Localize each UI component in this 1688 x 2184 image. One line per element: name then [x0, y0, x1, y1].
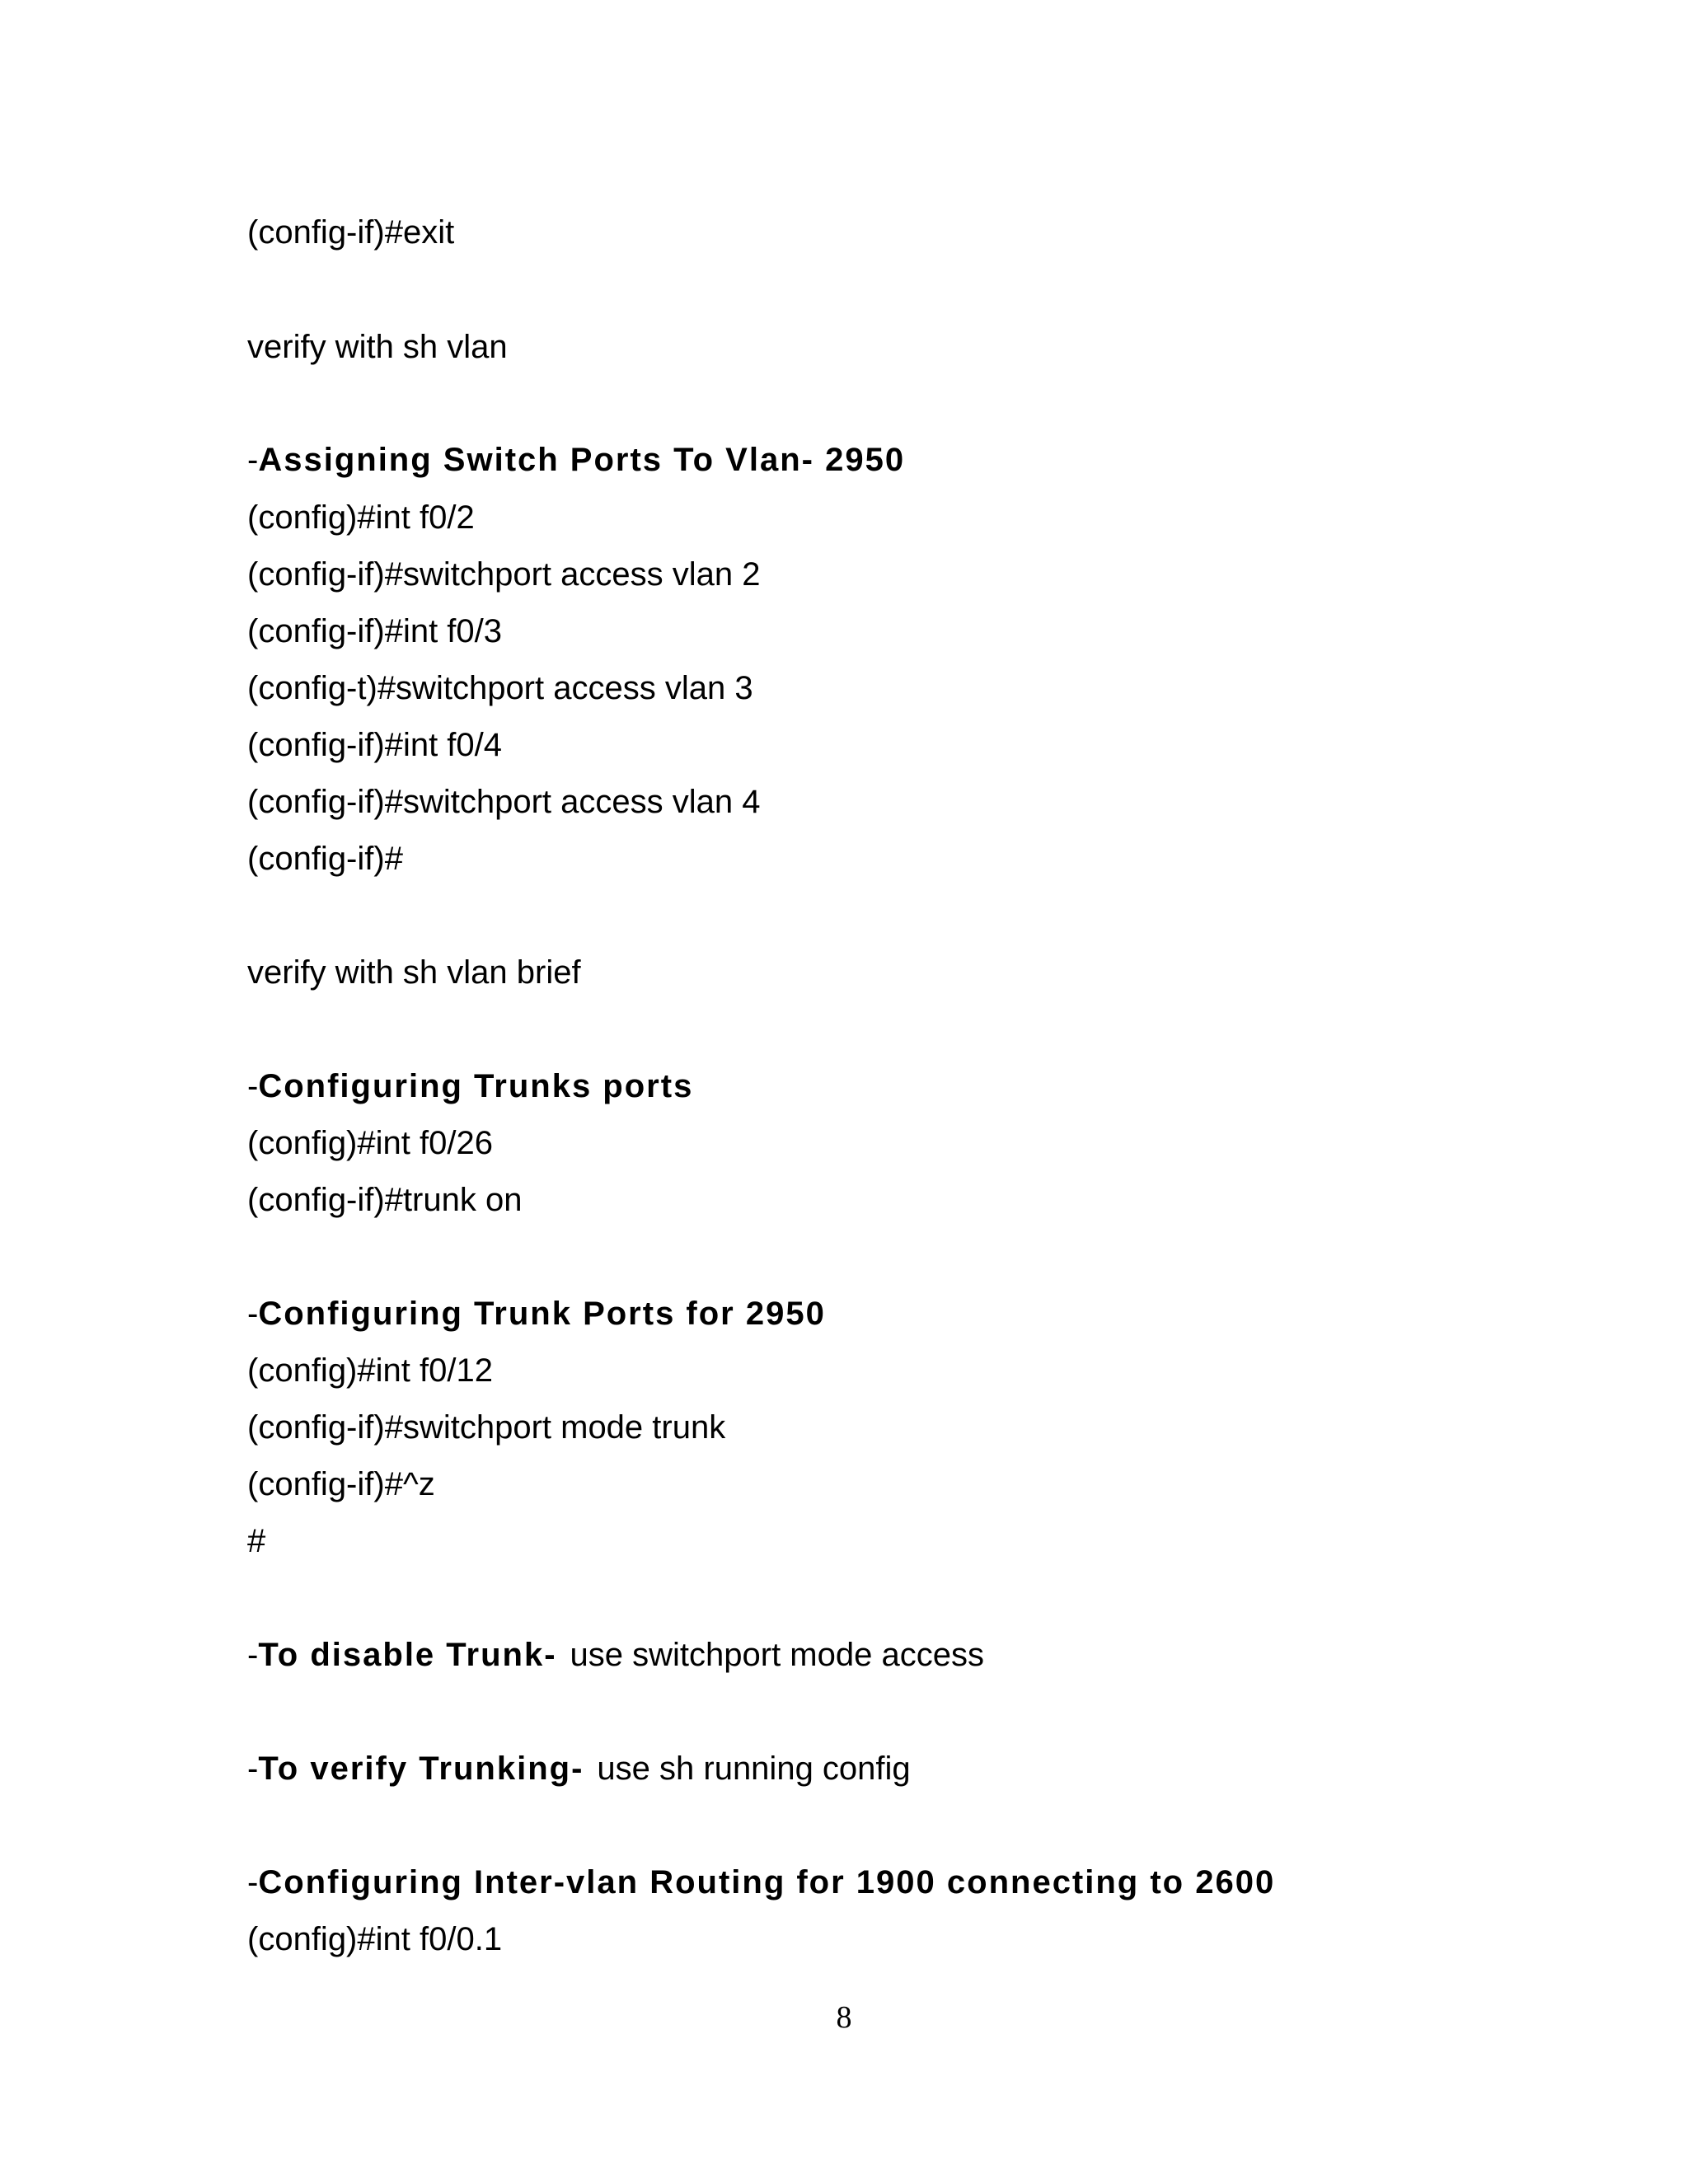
section-heading-trunks-ports [247, 1065, 693, 1108]
command-line: (config-if)#switchport access vlan 2 [247, 556, 761, 593]
command-line: (config-t)#switchport access vlan 3 [247, 670, 753, 706]
heading-text: Configuring Trunk Ports for 2950 [258, 1296, 826, 1332]
page-body [247, 0, 1648, 2184]
heading-text: Assigning Switch Ports To Vlan- 2950 [258, 442, 906, 478]
command-line: (config-if)#exit [247, 214, 455, 251]
command-line: (config-if)#int f0/3 [247, 613, 503, 649]
command-line: (config)#int f0/2 [247, 499, 475, 536]
heading-dash: - [247, 1864, 259, 1900]
heading-dash: - [247, 1068, 259, 1104]
heading-text: To verify Trunking- [258, 1750, 584, 1787]
command-line: (config)#int f0/12 [247, 1352, 493, 1389]
heading-text: Configuring Trunks ports [258, 1068, 694, 1104]
section-heading-inter-vlan [247, 1861, 1275, 1904]
command-line: (config-if)#int f0/4 [247, 727, 503, 763]
heading-dash: - [247, 442, 259, 478]
heading-text: Configuring Inter-vlan Routing for 1900 connecting to 2600 [258, 1864, 1276, 1900]
command-line: # [247, 1523, 266, 1559]
heading-description: use sh running config [597, 1750, 911, 1787]
body-text: verify with sh vlan [247, 329, 508, 365]
heading-description: use switchport mode access [570, 1637, 984, 1673]
heading-dash: - [247, 1637, 259, 1673]
command-line: (config-if)# [247, 841, 403, 877]
section-heading-verify-trunking [247, 1747, 911, 1790]
section-heading-trunk-2950 [247, 1292, 826, 1335]
heading-dash: - [247, 1750, 259, 1787]
command-line: (config-if)#switchport access vlan 4 [247, 784, 761, 820]
heading-text: To disable Trunk- [258, 1637, 557, 1673]
body-text: verify with sh vlan brief [247, 954, 581, 991]
command-line: (config-if)#switchport mode trunk [247, 1409, 726, 1446]
command-line: (config)#int f0/26 [247, 1125, 493, 1161]
command-line: (config-if)#^z [247, 1466, 435, 1502]
page-number: 8 [836, 2000, 852, 2035]
command-line: (config)#int f0/0.1 [247, 1921, 503, 1957]
section-heading-disable-trunk [247, 1633, 984, 1676]
heading-dash: - [247, 1296, 259, 1332]
section-heading-assign-ports [247, 438, 905, 481]
command-line: (config-if)#trunk on [247, 1182, 523, 1218]
